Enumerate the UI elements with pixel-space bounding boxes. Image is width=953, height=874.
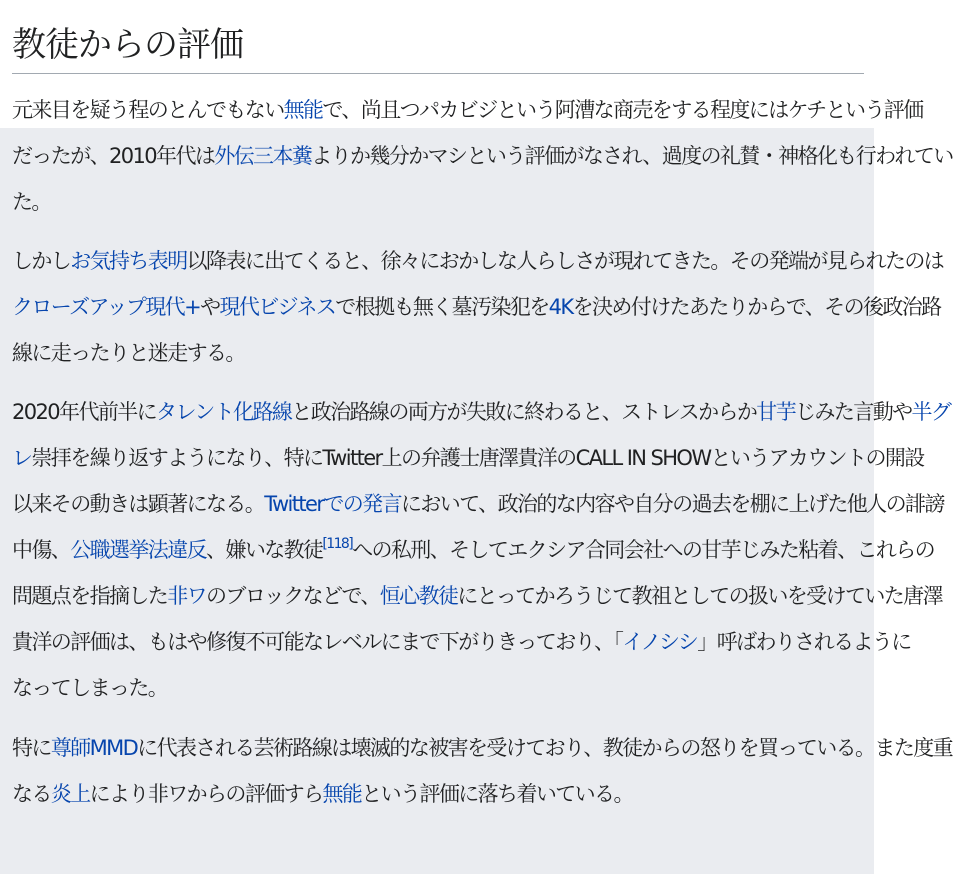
body-text: 線に走ったりと迷走する。: [12, 341, 245, 365]
wiki-link[interactable]: 無能: [322, 782, 362, 806]
wiki-link[interactable]: 現代ビジネス: [219, 295, 336, 319]
paragraph-2: [12, 238, 944, 376]
body-text: に代表される芸術路線は壊滅的な被害を受けており、教徒からの怒りを買っている。また度重: [137, 736, 953, 760]
body-text: だったが、2010年代は: [12, 144, 215, 168]
body-text: なってしまった。: [12, 676, 168, 700]
body-text: 元来目を疑う程のとんでもない: [12, 98, 284, 122]
reference-superscript: [322, 536, 352, 552]
body-text: で根拠も無く墓汚染犯を: [335, 295, 549, 319]
wiki-link[interactable]: クローズアップ現代+: [12, 295, 201, 319]
body-text: しかし: [12, 249, 71, 273]
body-text: で、尚且つパカビジという阿漕な商売をする程度にはケチという評価: [322, 98, 923, 122]
body-text: において、政治的な内容や自分の過去を棚に上げた他人の誹謗: [401, 492, 944, 516]
body-text: という評価に落ち着いている。: [361, 782, 633, 806]
body-text: 貴洋の評価は、もはや修復不可能なレベルにまで下がりきっており、「: [12, 630, 623, 654]
wiki-link[interactable]: 無能: [283, 98, 323, 122]
wiki-link[interactable]: 甘芋: [756, 400, 796, 424]
body-text: 中傷、: [12, 538, 71, 562]
wiki-link[interactable]: 公職選挙法違反: [70, 538, 207, 562]
body-text: 、嫌いな教徒: [206, 538, 323, 562]
body-text: にとってかろうじて教祖としての扱いを受けていた唐澤: [457, 584, 942, 608]
wiki-link[interactable]: 半グ: [911, 400, 951, 424]
body-text: と政治路線の両方が失敗に終わると、ストレスからか: [291, 400, 757, 424]
citation-link[interactable]: [118]: [322, 536, 353, 552]
paragraph-4: [12, 725, 953, 817]
paragraph-1: [12, 87, 953, 225]
body-text: じみた言動や: [795, 400, 912, 424]
wiki-link[interactable]: 炎上: [50, 782, 90, 806]
body-text: 」呼ばわりされるように: [697, 630, 911, 654]
wiki-link[interactable]: タレント化路線: [156, 400, 292, 424]
wiki-link[interactable]: レ: [12, 446, 32, 470]
wiki-link[interactable]: Twitterでの発言: [264, 492, 401, 516]
section-body: [12, 87, 953, 817]
body-text: により非ワからの評価すら: [89, 782, 323, 806]
body-text: 特に: [12, 736, 51, 760]
body-text: 以来その動きは顕著になる。: [12, 492, 265, 516]
body-text: や: [200, 295, 220, 319]
paragraph-3: [12, 389, 951, 711]
article-section: [12, 0, 953, 817]
wiki-link[interactable]: 非ワ: [167, 584, 207, 608]
wiki-link[interactable]: 恒心教徒: [379, 584, 458, 608]
wiki-link[interactable]: 4K: [548, 295, 573, 319]
body-text: なる: [12, 782, 51, 806]
body-text: た。: [12, 190, 51, 214]
body-text: 2020年代前半に: [12, 400, 157, 424]
body-text: への私刑、そしてエクシア合同会社への甘芋じみた粘着、これらの: [352, 538, 935, 562]
body-text: 以降表に出てくると、徐々におかしな人らしさが現れてきた。その発端が見られたのは: [186, 249, 944, 273]
body-text: を決め付けたあたりからで、その後政治路: [572, 295, 941, 319]
body-text: 崇拝を繰り返すようになり、特にTwitter上の弁護士唐澤貴洋のCALL IN SHOWというアカウントの開設: [31, 446, 924, 470]
wiki-link[interactable]: 尊師MMD: [50, 736, 138, 760]
body-text: 問題点を指摘した: [12, 584, 168, 608]
wiki-link[interactable]: お気持ち表明: [70, 249, 187, 273]
wiki-link[interactable]: 外伝三本糞: [214, 144, 312, 168]
body-text: よりか幾分かマシという評価がなされ、過度の礼賛・神格化も行われてい: [311, 144, 953, 168]
body-text: のブロックなどで、: [206, 584, 380, 608]
section-heading: 教徒からの評価: [12, 0, 864, 74]
wiki-link[interactable]: イノシシ: [622, 630, 698, 654]
